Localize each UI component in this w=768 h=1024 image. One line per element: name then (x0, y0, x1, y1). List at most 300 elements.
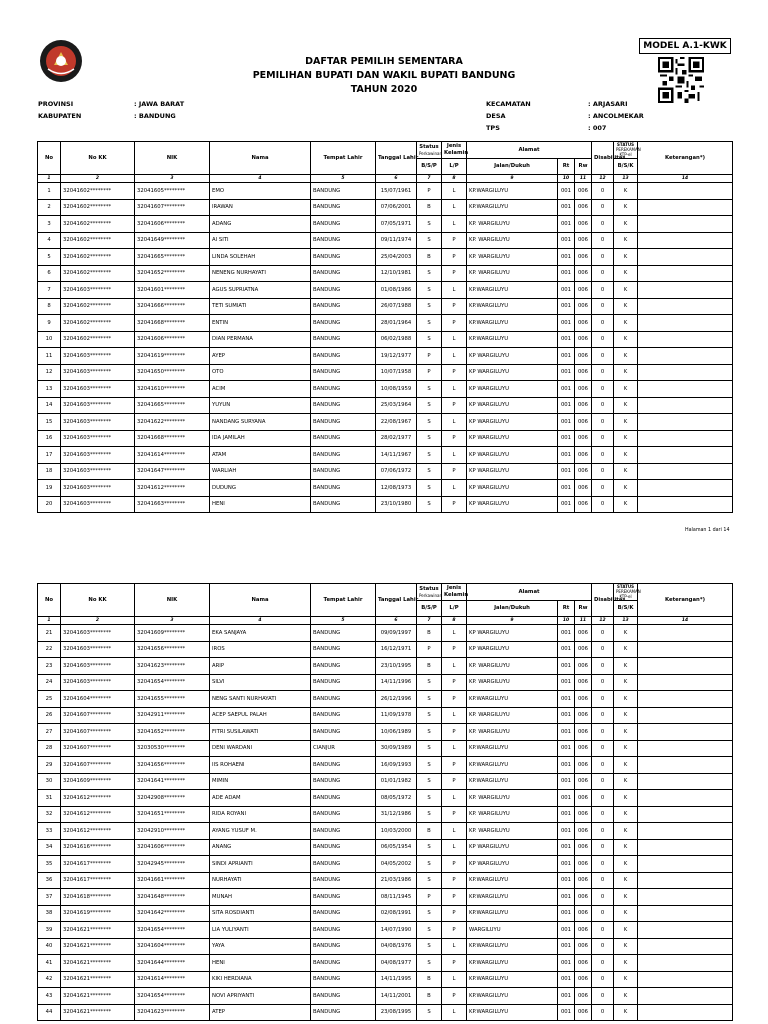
table-cell: S (417, 298, 442, 315)
table-cell (638, 724, 733, 741)
table-cell: 12 (38, 364, 61, 381)
column-index-cell: 11 (575, 617, 592, 625)
column-index-cell: 5 (311, 175, 376, 183)
meta-provinsi: PROVINSI : JAWA BARAT (38, 100, 185, 108)
table-cell: 0 (592, 691, 614, 708)
table-cell: 32041607******** (135, 199, 210, 216)
table-cell: 13 (38, 381, 61, 398)
table-cell: KP.WARGILUYU (467, 889, 558, 906)
col-status-perkawinan: Status Perkawinan (417, 584, 442, 601)
table-cell: 006 (575, 922, 592, 939)
table-cell: 32041652******** (135, 265, 210, 282)
table-cell: 006 (575, 331, 592, 348)
table-cell: 32041621******** (61, 938, 135, 955)
table-cell: 32042908******** (135, 790, 210, 807)
table-cell: 09/11/1974 (376, 232, 417, 249)
column-index-cell: 7 (417, 175, 442, 183)
table-cell: 006 (575, 790, 592, 807)
table-cell: 32041607******** (61, 724, 135, 741)
table-cell: KP WARGILUYU (467, 364, 558, 381)
table-cell (638, 265, 733, 282)
table-cell: 32041602******** (61, 216, 135, 233)
table-cell: BANDUNG (311, 839, 376, 856)
column-index-cell: 1 (38, 617, 61, 625)
table-row (38, 315, 733, 332)
table-cell: 32042945******** (135, 856, 210, 873)
table-cell: 36 (38, 872, 61, 889)
table-cell: 28 (38, 740, 61, 757)
table-cell: P (442, 922, 467, 939)
table-cell: 32041617******** (61, 856, 135, 873)
table-cell: 32041602******** (61, 183, 135, 200)
table-cell: K (614, 315, 638, 332)
table-cell: KP WARGILUYU (467, 414, 558, 431)
table-cell: KP WARGILUYU (467, 348, 558, 365)
table-cell: L (442, 707, 467, 724)
table-cell: KP.WARGILUYU (467, 183, 558, 200)
table-cell: 06/05/1954 (376, 839, 417, 856)
table-cell: 32041604******** (61, 691, 135, 708)
table-cell (638, 872, 733, 889)
table-cell: 32041603******** (61, 641, 135, 658)
table-cell: 10/08/1959 (376, 381, 417, 398)
col-rt: Rt (558, 158, 575, 175)
table-cell: 23/10/1980 (376, 496, 417, 513)
table-cell (638, 282, 733, 299)
table-cell: K (614, 889, 638, 906)
table-cell: ATAM (210, 447, 311, 464)
table-cell: 32041606******** (135, 216, 210, 233)
column-index-row (38, 617, 733, 625)
table-cell: 32041612******** (61, 806, 135, 823)
table-cell: 006 (575, 496, 592, 513)
table-cell: 0 (592, 839, 614, 856)
table-cell: 32041605******** (135, 183, 210, 200)
table-cell: WARLIAH (210, 463, 311, 480)
table-cell: DUDUNG (210, 480, 311, 497)
table-cell: K (614, 691, 638, 708)
table-cell: 32041651******** (135, 806, 210, 823)
col-nik: NIK (135, 142, 210, 175)
table-cell: 0 (592, 430, 614, 447)
table-cell: 001 (558, 397, 575, 414)
table-cell: 32041623******** (135, 1004, 210, 1021)
table-cell: 32041614******** (135, 971, 210, 988)
table-cell: KP.WARGILUYU (467, 315, 558, 332)
table-cell: 001 (558, 889, 575, 906)
table-cell (638, 641, 733, 658)
table-cell: S (417, 331, 442, 348)
table-cell: 32041652******** (135, 724, 210, 741)
table-cell: BANDUNG (311, 1004, 376, 1021)
table-cell: AYEP (210, 348, 311, 365)
table-cell: 26/12/1996 (376, 691, 417, 708)
page-number-note: Halaman 1 dari 14 (685, 528, 730, 533)
table-cell: 32041603******** (61, 480, 135, 497)
table-row (38, 397, 733, 414)
table-cell: 32041656******** (135, 641, 210, 658)
table-cell: 0 (592, 757, 614, 774)
table-cell: BANDUNG (311, 625, 376, 642)
table-cell: K (614, 364, 638, 381)
table-cell: L (442, 938, 467, 955)
table-cell: 001 (558, 216, 575, 233)
table-cell: 006 (575, 707, 592, 724)
table-cell (638, 397, 733, 414)
table-cell: 001 (558, 740, 575, 757)
table-cell: P (442, 641, 467, 658)
column-index-cell: 1 (38, 175, 61, 183)
table-cell: 32041612******** (61, 790, 135, 807)
table-cell: SITA ROSDIANTI (210, 905, 311, 922)
table-cell: K (614, 282, 638, 299)
table-cell: BANDUNG (311, 331, 376, 348)
table-cell: 0 (592, 183, 614, 200)
table-cell: 9 (38, 315, 61, 332)
table-cell: S (417, 839, 442, 856)
table-cell: BANDUNG (311, 724, 376, 741)
table-cell: BANDUNG (311, 922, 376, 939)
table-cell: L (442, 839, 467, 856)
column-index-cell: 13 (614, 617, 638, 625)
table-cell (638, 740, 733, 757)
table-cell: 32041603******** (61, 282, 135, 299)
table-cell: DENI WARDANI (210, 740, 311, 757)
table-cell: 0 (592, 889, 614, 906)
table-cell: KP.WARGILUYU (467, 955, 558, 972)
table-cell (638, 414, 733, 431)
table-row (38, 823, 733, 840)
table-cell: BANDUNG (311, 315, 376, 332)
table-cell: 006 (575, 315, 592, 332)
table-row (38, 249, 733, 266)
table-cell (638, 674, 733, 691)
table-cell: IROS (210, 641, 311, 658)
table-cell: 001 (558, 872, 575, 889)
table-cell: 32041621******** (61, 1004, 135, 1021)
table-cell: 32041603******** (61, 430, 135, 447)
table-cell (638, 216, 733, 233)
table-cell: 5 (38, 249, 61, 266)
table-cell: B (417, 971, 442, 988)
table-cell: 33 (38, 823, 61, 840)
table-cell: 006 (575, 839, 592, 856)
table-cell: 32041621******** (61, 988, 135, 1005)
col-jenis-kelamin: Jenis Kelamin (442, 142, 467, 159)
table-cell: 001 (558, 806, 575, 823)
table-cell: BANDUNG (311, 757, 376, 774)
table-cell: BANDUNG (311, 496, 376, 513)
table-cell: LIA YULIYANTI (210, 922, 311, 939)
table-cell: 32041603******** (61, 381, 135, 398)
table-cell: BANDUNG (311, 232, 376, 249)
table-cell: 19/12/1977 (376, 348, 417, 365)
table-cell: P (442, 265, 467, 282)
table-cell: BANDUNG (311, 430, 376, 447)
table-cell: 32 (38, 806, 61, 823)
col-keterangan: Keterangan*) (638, 584, 733, 617)
table-cell: 006 (575, 872, 592, 889)
table-cell: S (417, 773, 442, 790)
table-cell: 006 (575, 348, 592, 365)
table-cell: 25/03/1964 (376, 397, 417, 414)
table-cell (638, 757, 733, 774)
table-cell: ACEP SAEPUL PALAH (210, 707, 311, 724)
table-cell: 001 (558, 625, 575, 642)
table-cell: 006 (575, 988, 592, 1005)
table-cell: 001 (558, 658, 575, 675)
table-cell: K (614, 625, 638, 642)
table-cell: 001 (558, 199, 575, 216)
table-cell: KP WARGILUYU (467, 641, 558, 658)
table-cell: B (417, 823, 442, 840)
table-cell: 001 (558, 938, 575, 955)
table-cell: 32041666******** (135, 298, 210, 315)
table-cell: 0 (592, 773, 614, 790)
table-row (38, 872, 733, 889)
table-cell: 14/11/1967 (376, 447, 417, 464)
table-cell: 37 (38, 889, 61, 906)
table-cell: 0 (592, 658, 614, 675)
table-cell: P (442, 988, 467, 1005)
table-cell: 32041602******** (61, 199, 135, 216)
column-index-cell: 8 (442, 175, 467, 183)
table-cell: 40 (38, 938, 61, 955)
table-cell: ACIM (210, 381, 311, 398)
meta-left (38, 98, 184, 122)
table-cell: 001 (558, 414, 575, 431)
col-jenis-code: L/P (442, 600, 467, 617)
column-index-cell: 12 (592, 617, 614, 625)
table-cell: KP.WARGILUYU (467, 905, 558, 922)
table-cell: 001 (558, 298, 575, 315)
table-cell: 006 (575, 773, 592, 790)
table-row (38, 331, 733, 348)
table-cell (638, 988, 733, 1005)
table-cell: OTO (210, 364, 311, 381)
table-row (38, 889, 733, 906)
table-cell: K (614, 1004, 638, 1021)
table-cell (638, 298, 733, 315)
table-row (38, 922, 733, 939)
table-cell: K (614, 806, 638, 823)
col-tempat-lahir: Tempat Lahir (311, 142, 376, 175)
table-cell: 006 (575, 938, 592, 955)
table-cell: 32041655******** (135, 691, 210, 708)
table-cell: S (417, 414, 442, 431)
table-cell: S (417, 447, 442, 464)
col-jalan: Jalan/Dukuh (467, 600, 558, 617)
table-cell: 04/08/1977 (376, 955, 417, 972)
table-cell: 32041647******** (135, 463, 210, 480)
table-cell: 25/04/2003 (376, 249, 417, 266)
table-cell: 006 (575, 282, 592, 299)
table-cell: K (614, 397, 638, 414)
table-cell: K (614, 183, 638, 200)
table-cell: KP.WARGILUYU (467, 757, 558, 774)
table-cell: P (442, 298, 467, 315)
table-cell: KP WARGILUYU (467, 496, 558, 513)
table-cell: 001 (558, 364, 575, 381)
table-cell: K (614, 707, 638, 724)
table-cell: 0 (592, 447, 614, 464)
table-cell: BANDUNG (311, 298, 376, 315)
table-cell: B (417, 199, 442, 216)
table-cell: 32041642******** (135, 905, 210, 922)
table-cell: 25 (38, 691, 61, 708)
table-cell: 32041661******** (135, 872, 210, 889)
table-cell: 32041654******** (135, 988, 210, 1005)
table-cell: 41 (38, 955, 61, 972)
table-cell: 001 (558, 480, 575, 497)
table-cell: P (417, 889, 442, 906)
table-cell: 34 (38, 839, 61, 856)
table-cell: 32041621******** (61, 955, 135, 972)
table-cell: 32041603******** (61, 625, 135, 642)
table-cell: 001 (558, 922, 575, 939)
table-cell: 0 (592, 199, 614, 216)
table-cell: 001 (558, 839, 575, 856)
table-cell: 10 (38, 331, 61, 348)
table-cell: KP WARGILUYU (467, 856, 558, 873)
table-cell: 32041603******** (61, 397, 135, 414)
table-cell: 0 (592, 938, 614, 955)
table-cell: 20 (38, 496, 61, 513)
table-cell: 32041644******** (135, 955, 210, 972)
table-cell: KP.WARGILUYU (467, 199, 558, 216)
table-cell: 43 (38, 988, 61, 1005)
table-cell: 0 (592, 298, 614, 315)
table-cell: 32041649******** (135, 232, 210, 249)
table-cell: 32030530******** (135, 740, 210, 757)
table-cell: BANDUNG (311, 364, 376, 381)
table-cell: P (417, 364, 442, 381)
table-cell: 14/11/2001 (376, 988, 417, 1005)
table-row (38, 298, 733, 315)
column-index-cell: 3 (135, 617, 210, 625)
table-cell: S (417, 480, 442, 497)
col-tanggal-lahir: Tanggal Lahir (376, 584, 417, 617)
table-cell: KP.WARGILUYU (467, 938, 558, 955)
table-cell: 001 (558, 430, 575, 447)
table-cell: S (417, 674, 442, 691)
table-cell (638, 823, 733, 840)
table-cell: 001 (558, 381, 575, 398)
table-cell (638, 691, 733, 708)
qr-code-icon (658, 57, 704, 103)
table-cell: 0 (592, 232, 614, 249)
table-cell (638, 364, 733, 381)
table-cell: 006 (575, 298, 592, 315)
table-cell: BANDUNG (311, 397, 376, 414)
table-cell: 32041607******** (61, 757, 135, 774)
table-cell (638, 315, 733, 332)
table-cell: S (417, 381, 442, 398)
table-cell: BANDUNG (311, 480, 376, 497)
table-cell: 4 (38, 232, 61, 249)
table-cell: B (417, 249, 442, 266)
table-cell: 0 (592, 282, 614, 299)
table-cell: KP.WARGILUYU (467, 872, 558, 889)
col-tempat-lahir: Tempat Lahir (311, 584, 376, 617)
table-cell: S (417, 922, 442, 939)
column-index-cell: 13 (614, 175, 638, 183)
table-cell (638, 480, 733, 497)
table-cell: 0 (592, 414, 614, 431)
column-index-cell: 2 (61, 617, 135, 625)
table-cell: KP. WARGILUYU (467, 806, 558, 823)
table-cell: K (614, 922, 638, 939)
table-cell: 32041603******** (61, 496, 135, 513)
table-cell (638, 839, 733, 856)
table-cell: KP.WARGILUYU (467, 740, 558, 757)
table-cell: L (442, 625, 467, 642)
col-rw: Rw (575, 600, 592, 617)
table-cell: BANDUNG (311, 988, 376, 1005)
table-row (38, 199, 733, 216)
table-row (38, 856, 733, 873)
table-cell: L (442, 1004, 467, 1021)
table-cell: 0 (592, 364, 614, 381)
table-cell: 006 (575, 447, 592, 464)
table-cell: 001 (558, 724, 575, 741)
table-cell: KP WARGILUYU (467, 430, 558, 447)
table-cell: S (417, 265, 442, 282)
table-cell: BANDUNG (311, 282, 376, 299)
table-cell: 006 (575, 249, 592, 266)
table-cell: 32041603******** (61, 364, 135, 381)
table-cell: 006 (575, 674, 592, 691)
table-cell: S (417, 938, 442, 955)
table-cell: 32041668******** (135, 315, 210, 332)
table-cell: KP. WARGILUYU (467, 249, 558, 266)
table-row (38, 348, 733, 365)
table-row (38, 905, 733, 922)
table-cell: 38 (38, 905, 61, 922)
table-cell: 0 (592, 397, 614, 414)
table-cell: EKA SANJAYA (210, 625, 311, 642)
document-title (180, 55, 588, 97)
table-cell: 006 (575, 463, 592, 480)
table-cell (638, 199, 733, 216)
table-cell: 17 (38, 447, 61, 464)
column-index-cell: 14 (638, 617, 733, 625)
table-row (38, 364, 733, 381)
table-cell (638, 955, 733, 972)
table-cell: KP.WARGILUYU (467, 773, 558, 790)
table-cell: 04/08/1976 (376, 938, 417, 955)
table-cell: L (442, 414, 467, 431)
col-status-ktp-code: B/S/K (614, 600, 638, 617)
table-cell: 32041603******** (61, 658, 135, 675)
table-cell: 32041616******** (61, 839, 135, 856)
table-cell: 001 (558, 1004, 575, 1021)
col-nik: NIK (135, 584, 210, 617)
table-cell: K (614, 199, 638, 216)
table-cell: K (614, 724, 638, 741)
table-cell: KP WARGILUYU (467, 447, 558, 464)
table-cell: 32041603******** (61, 414, 135, 431)
table-cell: 006 (575, 955, 592, 972)
table-cell: 32041606******** (135, 331, 210, 348)
table-cell: FITRI SUSILAWATI (210, 724, 311, 741)
table-cell: B (417, 988, 442, 1005)
table-cell: 0 (592, 216, 614, 233)
table-cell: P (442, 364, 467, 381)
table-cell: BANDUNG (311, 889, 376, 906)
col-no: No (38, 584, 61, 617)
table-cell: L (442, 199, 467, 216)
